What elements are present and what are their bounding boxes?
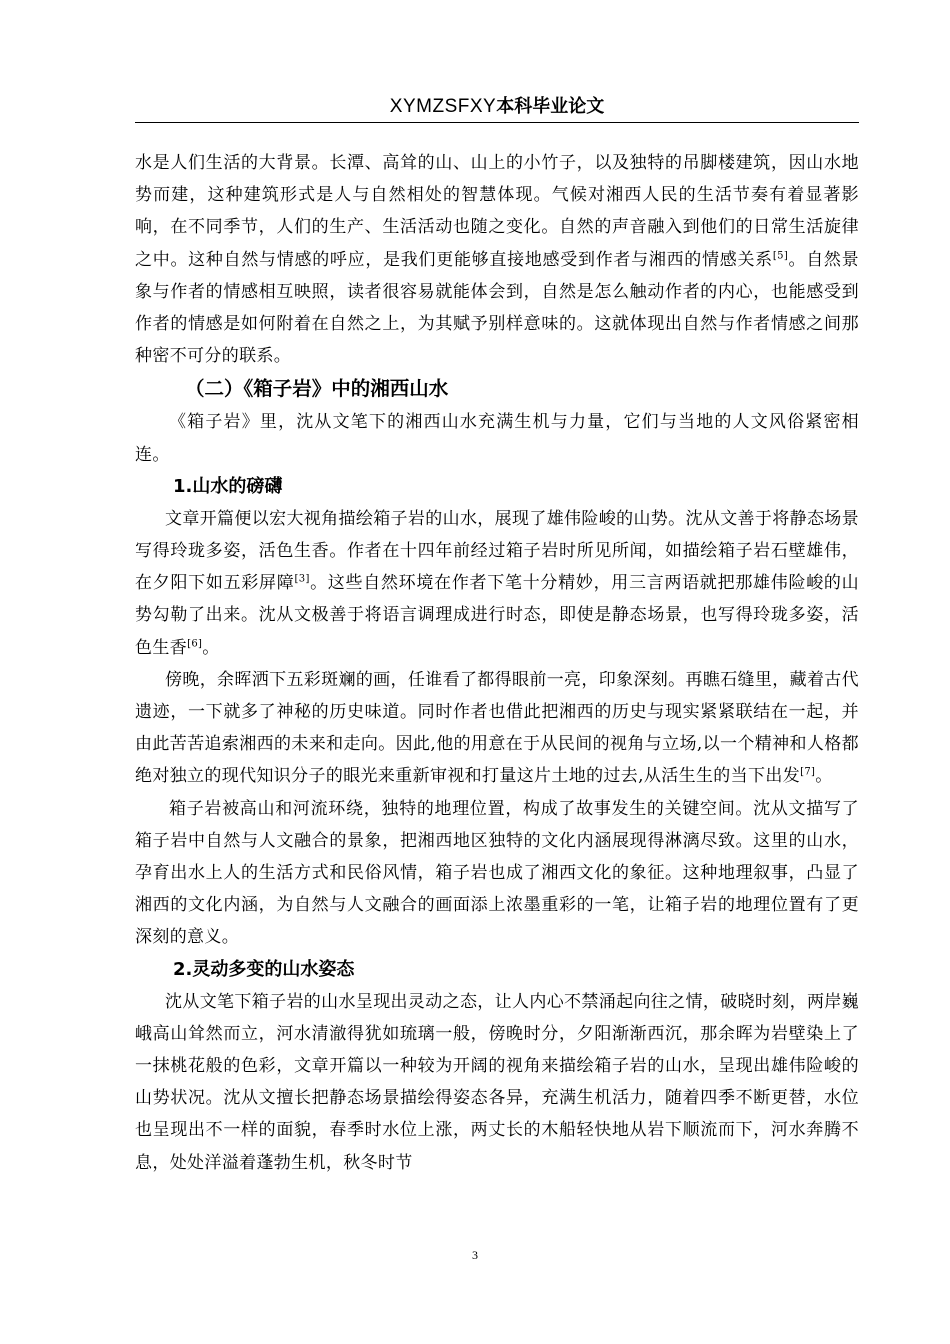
- citation-3: [3]: [294, 573, 310, 585]
- header-rule: [135, 122, 859, 123]
- document-body: [135, 147, 859, 1179]
- page-header: [135, 94, 859, 119]
- page-number: 3: [472, 1248, 478, 1262]
- citation-7: [7]: [800, 766, 816, 778]
- subheading-2: 2.灵动多变的山水姿态: [173, 958, 355, 980]
- header-title: 本科毕业论文: [496, 96, 605, 117]
- citation-5: [5]: [772, 249, 789, 261]
- header-code: XYMZSFXY: [389, 96, 497, 117]
- paragraph-5: 箱子岩被高山和河流环绕，独特的地理位置，构成了故事发生的关键空间。沈从文描写了箱子岩中自然与人文融合的景象，把湘西地区独特的文化内涵展现得淋漓尽致。这里的山水，孕育出水上人的生活方式和民俗风情，箱子岩也成了湘西文化的象征。这种地理叙事，凸显了湘西的文化内涵，为自然与人文融合的画面添上浓墨重彩的一笔，让箱子岩的地理位置有了更深刻的意义。: [135, 798, 859, 948]
- paragraph-2: 《箱子岩》里，沈从文笔下的湘西山水充满生机与力量，它们与当地的人文风俗紧密相连。: [135, 412, 859, 465]
- subheading-1: 1.山水的磅礴: [173, 475, 283, 497]
- paragraph-3: 文章开篇便以宏大视角描绘箱子岩的山水，展现了雄伟险峻的山势。沈从文善于将静态场景写得玲珑多姿，活色生香。作者在十四年前经过箱子岩时所见所闻，如描绘箱子岩石壁雄伟，在夕阳下如五彩屏障[3]。这些自然环境在作者下笔十分精妙，用三言两语就把那雄伟险峻的山势勾勒了出来。沈从文极善于将语言调理成进行时态，即使是静态场景，也写得玲珑多姿，活色生香[6]。: [135, 508, 859, 658]
- paragraph-6: 沈从文笔下箱子岩的山水呈现出灵动之态，让人内心不禁涌起向往之情，破晓时刻，两岸巍峨高山耸然而立，河水清澈得犹如琉璃一般，傍晚时分，夕阳渐渐西沉，那余晖为岩壁染上了一抹桃花般的色彩，文章开篇以一种较为开阔的视角来描绘箱子岩的山水，呈现出雄伟险峻的山势状况。沈从文擅长把静态场景描绘得姿态各异，充满生机活力，随着四季不断更替，水位也呈现出不一样的面貌，春季时水位上涨，两丈长的木船轻快地从岩下顺流而下，河水奔腾不息，处处洋溢着蓬勃生机，秋冬时节: [135, 991, 859, 1173]
- section-heading: （二）《箱子岩》中的湘西山水: [185, 377, 449, 401]
- paragraph-1: 水是人们生活的大背景。长潭、高耸的山、山上的小竹子，以及独特的吊脚楼建筑，因山水地势而建，这种建筑形式是人与自然相处的智慧体现。气候对湘西人民的生活节奏有着显著影响，在不同季节，人们的生产、生活活动也随之变化。自然的声音融入到他们的日常生活旋律之中。这种自然与情感的呼应，是我们更能够直接地感受到作者与湘西的情感关系[5]。自然景象与作者的情感相互映照，读者很容易就能体会到，自然是怎么触动作者的内心，也能感受到作者的情感是如何附着在自然之上，为其赋予别样意味的。这就体现出自然与作者情感之间那种密不可分的联系。: [135, 153, 859, 367]
- citation-6: [6]: [187, 637, 203, 649]
- paragraph-4: 傍晚，余晖洒下五彩斑斓的画，任谁看了都得眼前一亮，印象深刻。再瞧石缝里，藏着古代遗迹，一下就多了神秘的历史味道。同时作者也借此把湘西的历史与现实紧紧联结在一起，并由此苦苦追索湘西的未来和走向。因此,他的用意在于从民间的视角与立场,以一个精神和人格都绝对独立的现代知识分子的眼光来重新审视和打量这片土地的过去,从活生生的当下出发[7]。: [135, 669, 859, 787]
